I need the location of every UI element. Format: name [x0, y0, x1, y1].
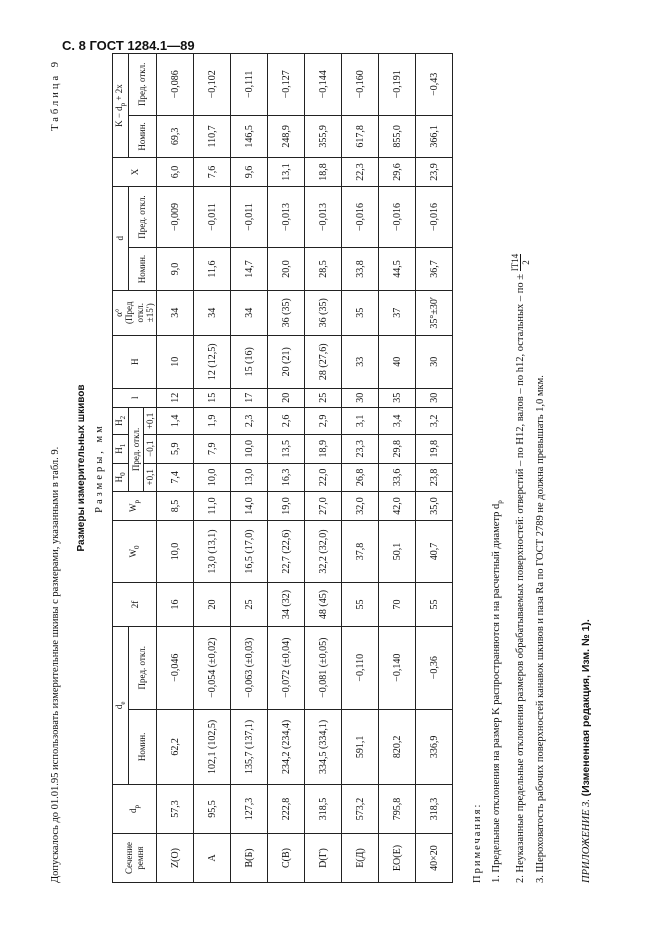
cell-sec: D(Г) — [305, 834, 342, 883]
col-l: l — [113, 388, 157, 407]
cell-de-nom: 234,2 (234,4) — [268, 709, 305, 784]
cell-l: 25 — [305, 388, 342, 407]
cell-h2: 2,6 — [268, 407, 305, 434]
h-dev-header: Пред. откл. — [128, 407, 143, 491]
cell-h2: 3,1 — [342, 407, 379, 434]
cell-h2: 3,4 — [379, 407, 416, 434]
h2-dev: +0,1 — [144, 407, 157, 434]
cell-f2: 55 — [416, 583, 453, 626]
cell-w0: 32,2 (32,0) — [305, 520, 342, 583]
cell-l: 15 — [194, 388, 231, 407]
table-row — [342, 54, 379, 883]
cell-H: 28 (27,6) — [305, 335, 342, 388]
table-row — [379, 54, 416, 883]
cell-d-dev: −0,016 — [416, 186, 453, 248]
cell-de-dev: −0,054 (±0,02) — [194, 626, 231, 709]
col-h0: $H_0$ — [113, 463, 129, 492]
k-nom-header: Номин. — [128, 115, 157, 157]
cell-h0: 13,0 — [231, 463, 268, 492]
fraction-bottom: 2 — [521, 260, 532, 265]
cell-f2: 48 (45) — [305, 583, 342, 626]
cell-wp: 32,0 — [342, 492, 379, 521]
h0-dev: +0,1 — [144, 463, 157, 492]
cell-w0: 22,7 (22,6) — [268, 520, 305, 583]
col-x: X — [113, 158, 157, 187]
cell-h0: 7,4 — [157, 463, 194, 492]
appendix-note: ПРИЛОЖЕНИЕ 3. (Измененная редакция, Изм. № 1). — [580, 619, 592, 883]
cell-h1: 23,3 — [342, 434, 379, 463]
cell-l: 20 — [268, 388, 305, 407]
cell-l: 30 — [416, 388, 453, 407]
cell-x: 13,1 — [268, 158, 305, 187]
cell-de-nom: 820,2 — [379, 709, 416, 784]
cell-wp: 42,0 — [379, 492, 416, 521]
cell-l: 12 — [157, 388, 194, 407]
cell-f2: 16 — [157, 583, 194, 626]
cell-x: 6,0 — [157, 158, 194, 187]
cell-w0: 50,1 — [379, 520, 416, 583]
cell-w0: 16,5 (17,0) — [231, 520, 268, 583]
cell-sec: Z(O) — [157, 834, 194, 883]
cell-h0: 22,0 — [305, 463, 342, 492]
cell-de-nom: 591,1 — [342, 709, 379, 784]
table-row — [157, 54, 194, 883]
cell-k-dev: −0,102 — [194, 54, 231, 116]
cell-k-nom: 69,3 — [157, 115, 194, 157]
cell-h2: 1,4 — [157, 407, 194, 434]
cell-k-nom: 617,8 — [342, 115, 379, 157]
cell-d-dev: −0,016 — [342, 186, 379, 248]
cell-de-nom: 334,5 (334,1) — [305, 709, 342, 784]
cell-f2: 70 — [379, 583, 416, 626]
cell-sec: 40×20 — [416, 834, 453, 883]
cell-k-nom: 355,9 — [305, 115, 342, 157]
cell-alpha: 34 — [231, 290, 268, 335]
table-row — [194, 54, 231, 883]
cell-d-dev: −0,009 — [157, 186, 194, 248]
page-header: С. 8 ГОСТ 1284.1—89 — [62, 38, 195, 53]
cell-x: 22,3 — [342, 158, 379, 187]
cell-k-dev: −0,144 — [305, 54, 342, 116]
table-label: Таблица 9 — [50, 59, 61, 131]
cell-k-nom: 110,7 — [194, 115, 231, 157]
cell-d-dev: −0,013 — [305, 186, 342, 248]
h1-dev: −0,1 — [144, 434, 157, 463]
cell-h1: 29,8 — [379, 434, 416, 463]
cell-w0: 40,7 — [416, 520, 453, 583]
d-dev-header: Пред. откл. — [128, 186, 157, 248]
cell-H: 15 (16) — [231, 335, 268, 388]
rotated-content — [50, 53, 610, 883]
cell-d-nom: 33,8 — [342, 248, 379, 290]
notes — [468, 254, 550, 883]
cell-h2: 3,2 — [416, 407, 453, 434]
cell-d-nom: 20,0 — [268, 248, 305, 290]
cell-alpha: 36 (35) — [268, 290, 305, 335]
table-row — [231, 54, 268, 883]
cell-H: 40 — [379, 335, 416, 388]
cell-h0: 10,0 — [194, 463, 231, 492]
col-dp: $d_р$ — [113, 785, 157, 834]
cell-dp: 573,2 — [342, 785, 379, 834]
cell-H: 33 — [342, 335, 379, 388]
cell-k-nom: 366,1 — [416, 115, 453, 157]
cell-k-dev: −0,086 — [157, 54, 194, 116]
col-section: Сечение ремня — [113, 834, 157, 883]
cell-wp: 19,0 — [268, 492, 305, 521]
cell-d-nom: 14,7 — [231, 248, 268, 290]
cell-h0: 33,6 — [379, 463, 416, 492]
cell-h0: 16,3 — [268, 463, 305, 492]
col-w0: $W_0$ — [113, 520, 157, 583]
cell-d-nom: 44,5 — [379, 248, 416, 290]
d-nom-header: Номин. — [128, 248, 157, 290]
cell-de-dev: −0,046 — [157, 626, 194, 709]
cell-de-dev: −0,063 (±0,03) — [231, 626, 268, 709]
cell-wp: 11,0 — [194, 492, 231, 521]
cell-de-nom: 102,1 (102,5) — [194, 709, 231, 784]
cell-wp: 14,0 — [231, 492, 268, 521]
table-body — [157, 54, 453, 883]
cell-dp: 795,8 — [379, 785, 416, 834]
col-wp: $W_р$ — [113, 492, 157, 521]
cell-k-nom: 855,0 — [379, 115, 416, 157]
cell-de-dev: −0,081 (±0,05) — [305, 626, 342, 709]
k-dev-header: Пред. откл. — [128, 54, 157, 116]
cell-d-nom: 9,0 — [157, 248, 194, 290]
cell-h1: 5,9 — [157, 434, 194, 463]
cell-k-dev: −0,160 — [342, 54, 379, 116]
cell-sec: C(В) — [268, 834, 305, 883]
note-3: 3. Шероховатость рабочих поверхностей канавок шкивов и паза Ra по ГОСТ 2789 не должна превышать 1,0 мкм. — [535, 375, 547, 883]
intro-text: Допускалось до 01.01.95 использовать измерительные шкивы с размерами, указанными в табл. 9. — [50, 446, 61, 883]
cell-k-dev: −0,111 — [231, 54, 268, 116]
cell-de-nom: 62,2 — [157, 709, 194, 784]
cell-d-nom: 28,5 — [305, 248, 342, 290]
cell-w0: 37,8 — [342, 520, 379, 583]
table-subtitle: Размеры, мм — [94, 423, 105, 513]
col-de: $d_е$ — [113, 626, 129, 784]
cell-w0: 10,0 — [157, 520, 194, 583]
de-dev-header: Пред. откл. — [128, 626, 157, 709]
col-h2: $H_2$ — [113, 407, 129, 434]
cell-de-dev: −0,072 (±0,04) — [268, 626, 305, 709]
cell-de-nom: 336,9 — [416, 709, 453, 784]
col-k: $K - d_р + 2x$ — [113, 54, 129, 158]
cell-dp: 318,5 — [305, 785, 342, 834]
cell-wp: 27,0 — [305, 492, 342, 521]
cell-l: 35 — [379, 388, 416, 407]
cell-h1: 7,9 — [194, 434, 231, 463]
note-1: 1. Предельные отклонения на размер K распространяются и на расчетный диаметр $d_р$ — [491, 500, 505, 883]
cell-w0: 13,0 (13,1) — [194, 520, 231, 583]
cell-x: 9,6 — [231, 158, 268, 187]
col-h1: $H_1$ — [113, 434, 129, 463]
cell-dp: 222,8 — [268, 785, 305, 834]
cell-k-nom: 248,9 — [268, 115, 305, 157]
de-nom-header: Номин. — [128, 709, 157, 784]
cell-h0: 26,8 — [342, 463, 379, 492]
cell-de-dev: −0,110 — [342, 626, 379, 709]
cell-x: 7,6 — [194, 158, 231, 187]
cell-H: 20 (21) — [268, 335, 305, 388]
col-alpha: α° (Пред откл. ±15′) — [113, 290, 157, 335]
cell-x: 23,9 — [416, 158, 453, 187]
cell-l: 30 — [342, 388, 379, 407]
cell-H: 10 — [157, 335, 194, 388]
cell-alpha: 36 (35) — [305, 290, 342, 335]
cell-h2: 2,3 — [231, 407, 268, 434]
notes-title: Примечания: — [472, 802, 483, 883]
cell-de-dev: −0,140 — [379, 626, 416, 709]
cell-f2: 25 — [231, 583, 268, 626]
cell-d-dev: −0,016 — [379, 186, 416, 248]
cell-l: 17 — [231, 388, 268, 407]
dimensions-table — [112, 53, 453, 883]
cell-d-dev: −0,011 — [231, 186, 268, 248]
table-row — [416, 54, 453, 883]
cell-dp: 95,5 — [194, 785, 231, 834]
cell-alpha: 34 — [194, 290, 231, 335]
cell-d-nom: 36,7 — [416, 248, 453, 290]
col-d: d — [113, 186, 129, 290]
cell-h1: 10,0 — [231, 434, 268, 463]
col-H: H — [113, 335, 157, 388]
cell-x: 29,6 — [379, 158, 416, 187]
cell-sec: E(Д) — [342, 834, 379, 883]
cell-H: 12 (12,5) — [194, 335, 231, 388]
cell-h2: 2,9 — [305, 407, 342, 434]
cell-h0: 23,8 — [416, 463, 453, 492]
cell-dp: 127,3 — [231, 785, 268, 834]
cell-x: 18,8 — [305, 158, 342, 187]
cell-sec: B(Б) — [231, 834, 268, 883]
table-title: Размеры измерительных шкивов — [76, 384, 87, 552]
cell-f2: 55 — [342, 583, 379, 626]
cell-h1: 13,5 — [268, 434, 305, 463]
cell-alpha: 37 — [379, 290, 416, 335]
cell-f2: 20 — [194, 583, 231, 626]
cell-sec: EO(E) — [379, 834, 416, 883]
cell-de-nom: 135,7 (137,1) — [231, 709, 268, 784]
cell-alpha: 34 — [157, 290, 194, 335]
cell-k-nom: 146,5 — [231, 115, 268, 157]
cell-k-dev: −0,191 — [379, 54, 416, 116]
cell-d-nom: 11,6 — [194, 248, 231, 290]
table-row — [305, 54, 342, 883]
note-2: 2. Неуказанные предельные отклонения размеров обрабатываемых поверхностей: отверстий – по H12, валов – по h12, остальных – по ± IT14 2 — [510, 253, 532, 883]
cell-k-dev: −0,127 — [268, 54, 305, 116]
cell-d-dev: −0,013 — [268, 186, 305, 248]
cell-wp: 35,0 — [416, 492, 453, 521]
fraction-top: IT14 — [510, 253, 521, 272]
cell-f2: 34 (32) — [268, 583, 305, 626]
cell-k-dev: −0,43 — [416, 54, 453, 116]
cell-dp: 318,3 — [416, 785, 453, 834]
col-2f: 2f — [113, 583, 157, 626]
cell-h1: 19,8 — [416, 434, 453, 463]
cell-alpha: 35°±30′ — [416, 290, 453, 335]
cell-de-dev: −0,36 — [416, 626, 453, 709]
cell-h2: 1,9 — [194, 407, 231, 434]
cell-wp: 8,5 — [157, 492, 194, 521]
cell-h1: 18,9 — [305, 434, 342, 463]
table-row — [268, 54, 305, 883]
cell-alpha: 35 — [342, 290, 379, 335]
cell-sec: A — [194, 834, 231, 883]
cell-d-dev: −0,011 — [194, 186, 231, 248]
cell-dp: 57,3 — [157, 785, 194, 834]
cell-H: 30 — [416, 335, 453, 388]
